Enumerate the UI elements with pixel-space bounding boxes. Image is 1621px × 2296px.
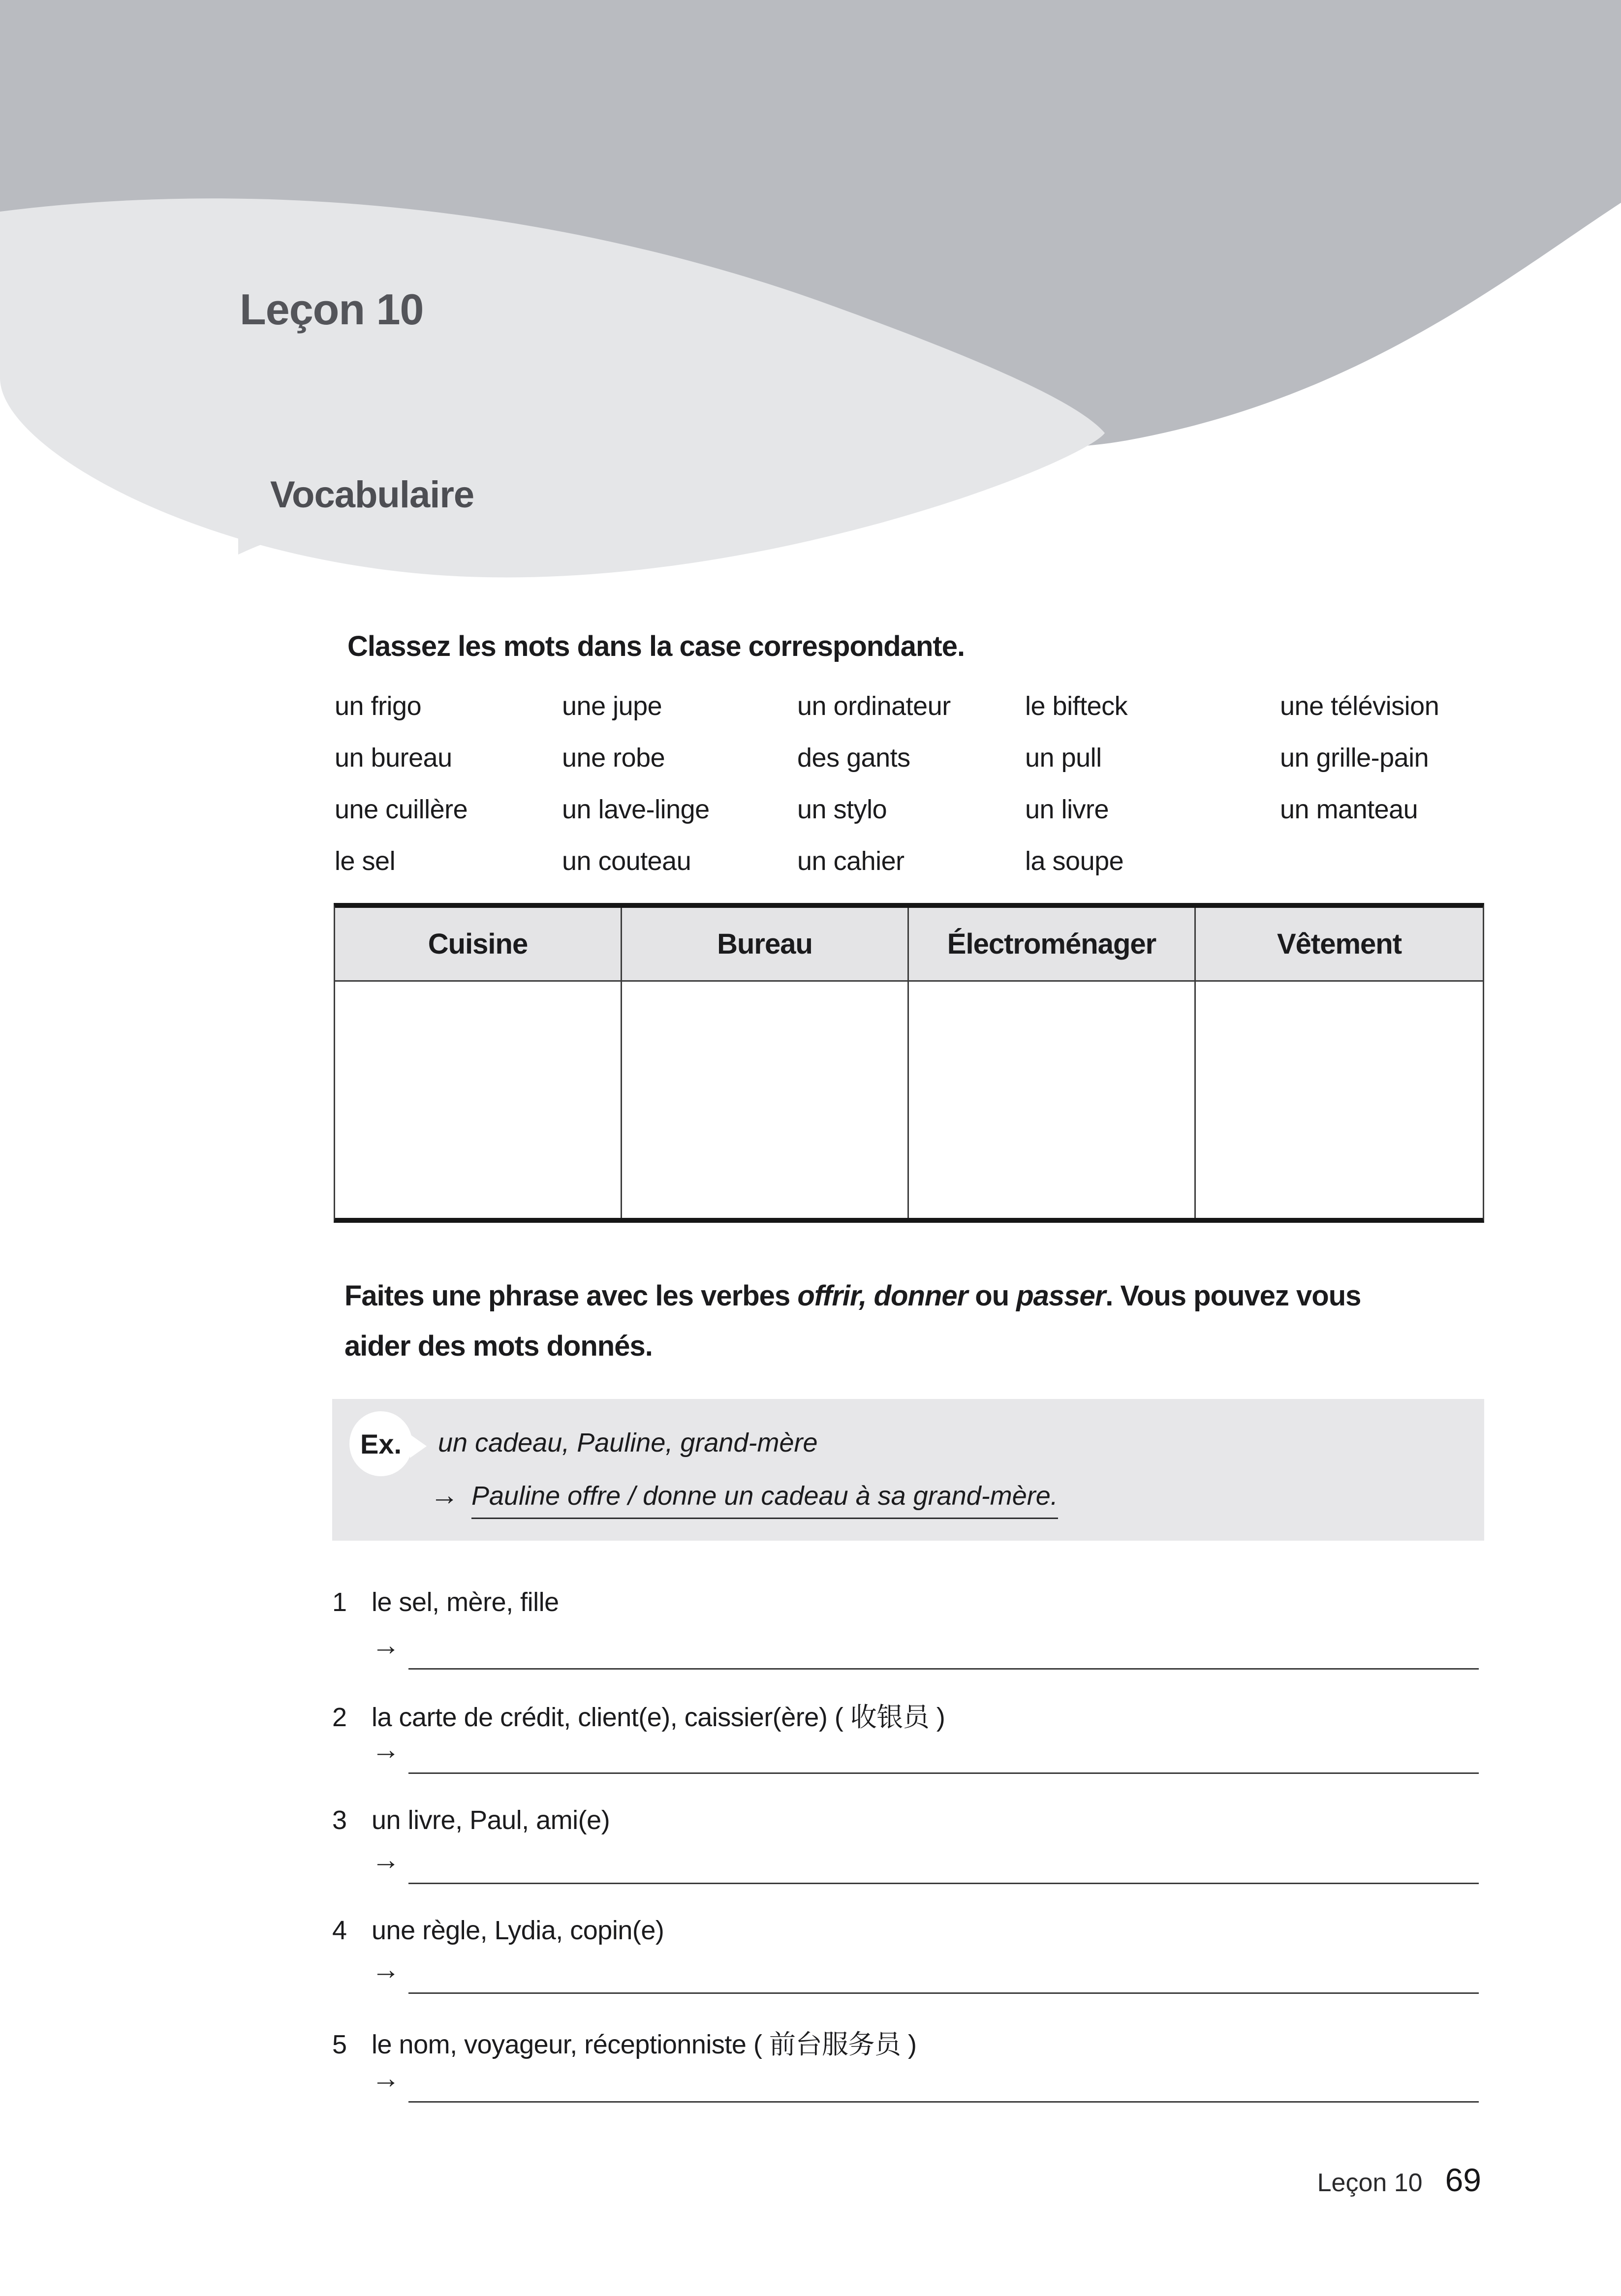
answer-blank-line xyxy=(408,1772,1479,1774)
answer-row-1 xyxy=(372,1628,1479,1670)
item-text: le sel, mère, fille xyxy=(372,1587,559,1617)
example-label-bubble xyxy=(349,1411,412,1476)
item-row-3 xyxy=(332,1805,610,1835)
table-cell-electromenager xyxy=(909,982,1196,1218)
example-prompt: un cadeau, Pauline, grand-mère xyxy=(438,1428,818,1458)
word-item: un pull xyxy=(1025,743,1102,773)
answer-row-2 xyxy=(372,1733,1479,1774)
arrow-icon: → xyxy=(372,1954,400,1986)
arrow-icon: → xyxy=(430,1479,459,1511)
table-cell-bureau xyxy=(622,982,909,1218)
arrow-icon: → xyxy=(372,1629,400,1661)
word-item: un cahier xyxy=(797,846,904,876)
word-item: une robe xyxy=(562,743,665,773)
answer-row-3 xyxy=(372,1843,1479,1884)
word-bank xyxy=(335,691,1439,898)
item-row-2 xyxy=(332,1696,945,1734)
item-number: 3 xyxy=(332,1805,347,1835)
item-text: le nom, voyageur, réceptionniste ( 前台服务员 ) xyxy=(372,2030,917,2059)
arrow-icon: → xyxy=(372,1734,400,1766)
word-item: un lave-linge xyxy=(562,795,710,824)
item-row-5 xyxy=(332,2023,916,2061)
example-label: Ex. xyxy=(360,1428,402,1459)
word-item: un livre xyxy=(1025,795,1109,824)
instruction-verbs-italic: offrir, donner xyxy=(797,1280,968,1312)
example-answer: Pauline offre / donne un cadeau à sa grand-mère. xyxy=(471,1481,1058,1519)
item-number: 1 xyxy=(332,1587,347,1617)
item-number: 5 xyxy=(332,2030,347,2059)
example-answer-row xyxy=(430,1479,1058,1512)
word-item xyxy=(1280,846,1439,898)
word-item: un frigo xyxy=(335,691,422,721)
word-item: un stylo xyxy=(797,795,887,824)
answer-blank-line xyxy=(408,1883,1479,1884)
exercise2-instruction-line2: aider des mots donnés. xyxy=(344,1330,653,1362)
word-item: une télévision xyxy=(1280,691,1439,721)
example-box xyxy=(332,1399,1484,1541)
classification-table xyxy=(334,903,1484,1223)
item-row-1 xyxy=(332,1587,559,1617)
exercise1-number: 1 xyxy=(299,632,315,665)
exercise1-instruction: Classez les mots dans la case correspondante. xyxy=(347,630,965,662)
word-item: un manteau xyxy=(1280,795,1418,824)
table-header-bureau: Bureau xyxy=(622,908,909,982)
footer-page-number: 69 xyxy=(1445,2162,1481,2198)
footer-lesson-label: Leçon 10 xyxy=(1317,2169,1423,2197)
answer-row-5 xyxy=(372,2061,1479,2103)
table-header-vetement: Vêtement xyxy=(1196,908,1483,982)
instruction-text: ou xyxy=(967,1280,1017,1312)
table-cell-vetement xyxy=(1196,982,1483,1218)
item-number: 4 xyxy=(332,1916,347,1945)
word-item: une cuillère xyxy=(335,795,468,824)
answer-blank-line xyxy=(408,1992,1479,1994)
item-text: la carte de crédit, client(e), caissier(ère) ( 收银员 ) xyxy=(372,1703,945,1732)
arrow-icon: → xyxy=(372,2062,400,2094)
item-text: un livre, Paul, ami(e) xyxy=(372,1805,610,1835)
table-cell-cuisine xyxy=(335,982,622,1218)
example-bubble-tail xyxy=(410,1434,427,1458)
exercise2-number-badge xyxy=(284,1266,330,1311)
instruction-verb-italic: passer xyxy=(1016,1280,1106,1312)
answer-row-4 xyxy=(372,1953,1479,1994)
word-item: un ordinateur xyxy=(797,691,951,721)
exercise2-instruction-line1 xyxy=(344,1279,1361,1312)
item-row-4 xyxy=(332,1915,664,1946)
page-title: Leçon 10 xyxy=(240,285,424,334)
instruction-text: Faites une phrase avec les verbes xyxy=(344,1280,798,1312)
exercise2-number: 2 xyxy=(299,1272,315,1304)
table-header-cuisine: Cuisine xyxy=(335,908,622,982)
word-item: le sel xyxy=(335,846,396,876)
arrow-icon: → xyxy=(372,1844,400,1876)
word-item: un couteau xyxy=(562,846,691,876)
word-item: le bifteck xyxy=(1025,691,1128,721)
word-item: un grille-pain xyxy=(1280,743,1429,773)
page-footer xyxy=(1317,2161,1481,2199)
word-item: des gants xyxy=(797,743,910,773)
instruction-text: . Vous pouvez vous xyxy=(1105,1280,1361,1312)
item-text: une règle, Lydia, copin(e) xyxy=(372,1916,664,1945)
exercise1-number-badge xyxy=(284,626,330,671)
word-item: une jupe xyxy=(562,691,662,721)
word-item: la soupe xyxy=(1025,846,1124,876)
answer-blank-line xyxy=(408,2101,1479,2103)
table-header-electromenager: Électroménager xyxy=(909,908,1196,982)
section-tab-label: Vocabulaire xyxy=(270,474,474,516)
item-number: 2 xyxy=(332,1703,347,1732)
answer-blank-line xyxy=(408,1668,1479,1670)
word-item: un bureau xyxy=(335,743,452,773)
